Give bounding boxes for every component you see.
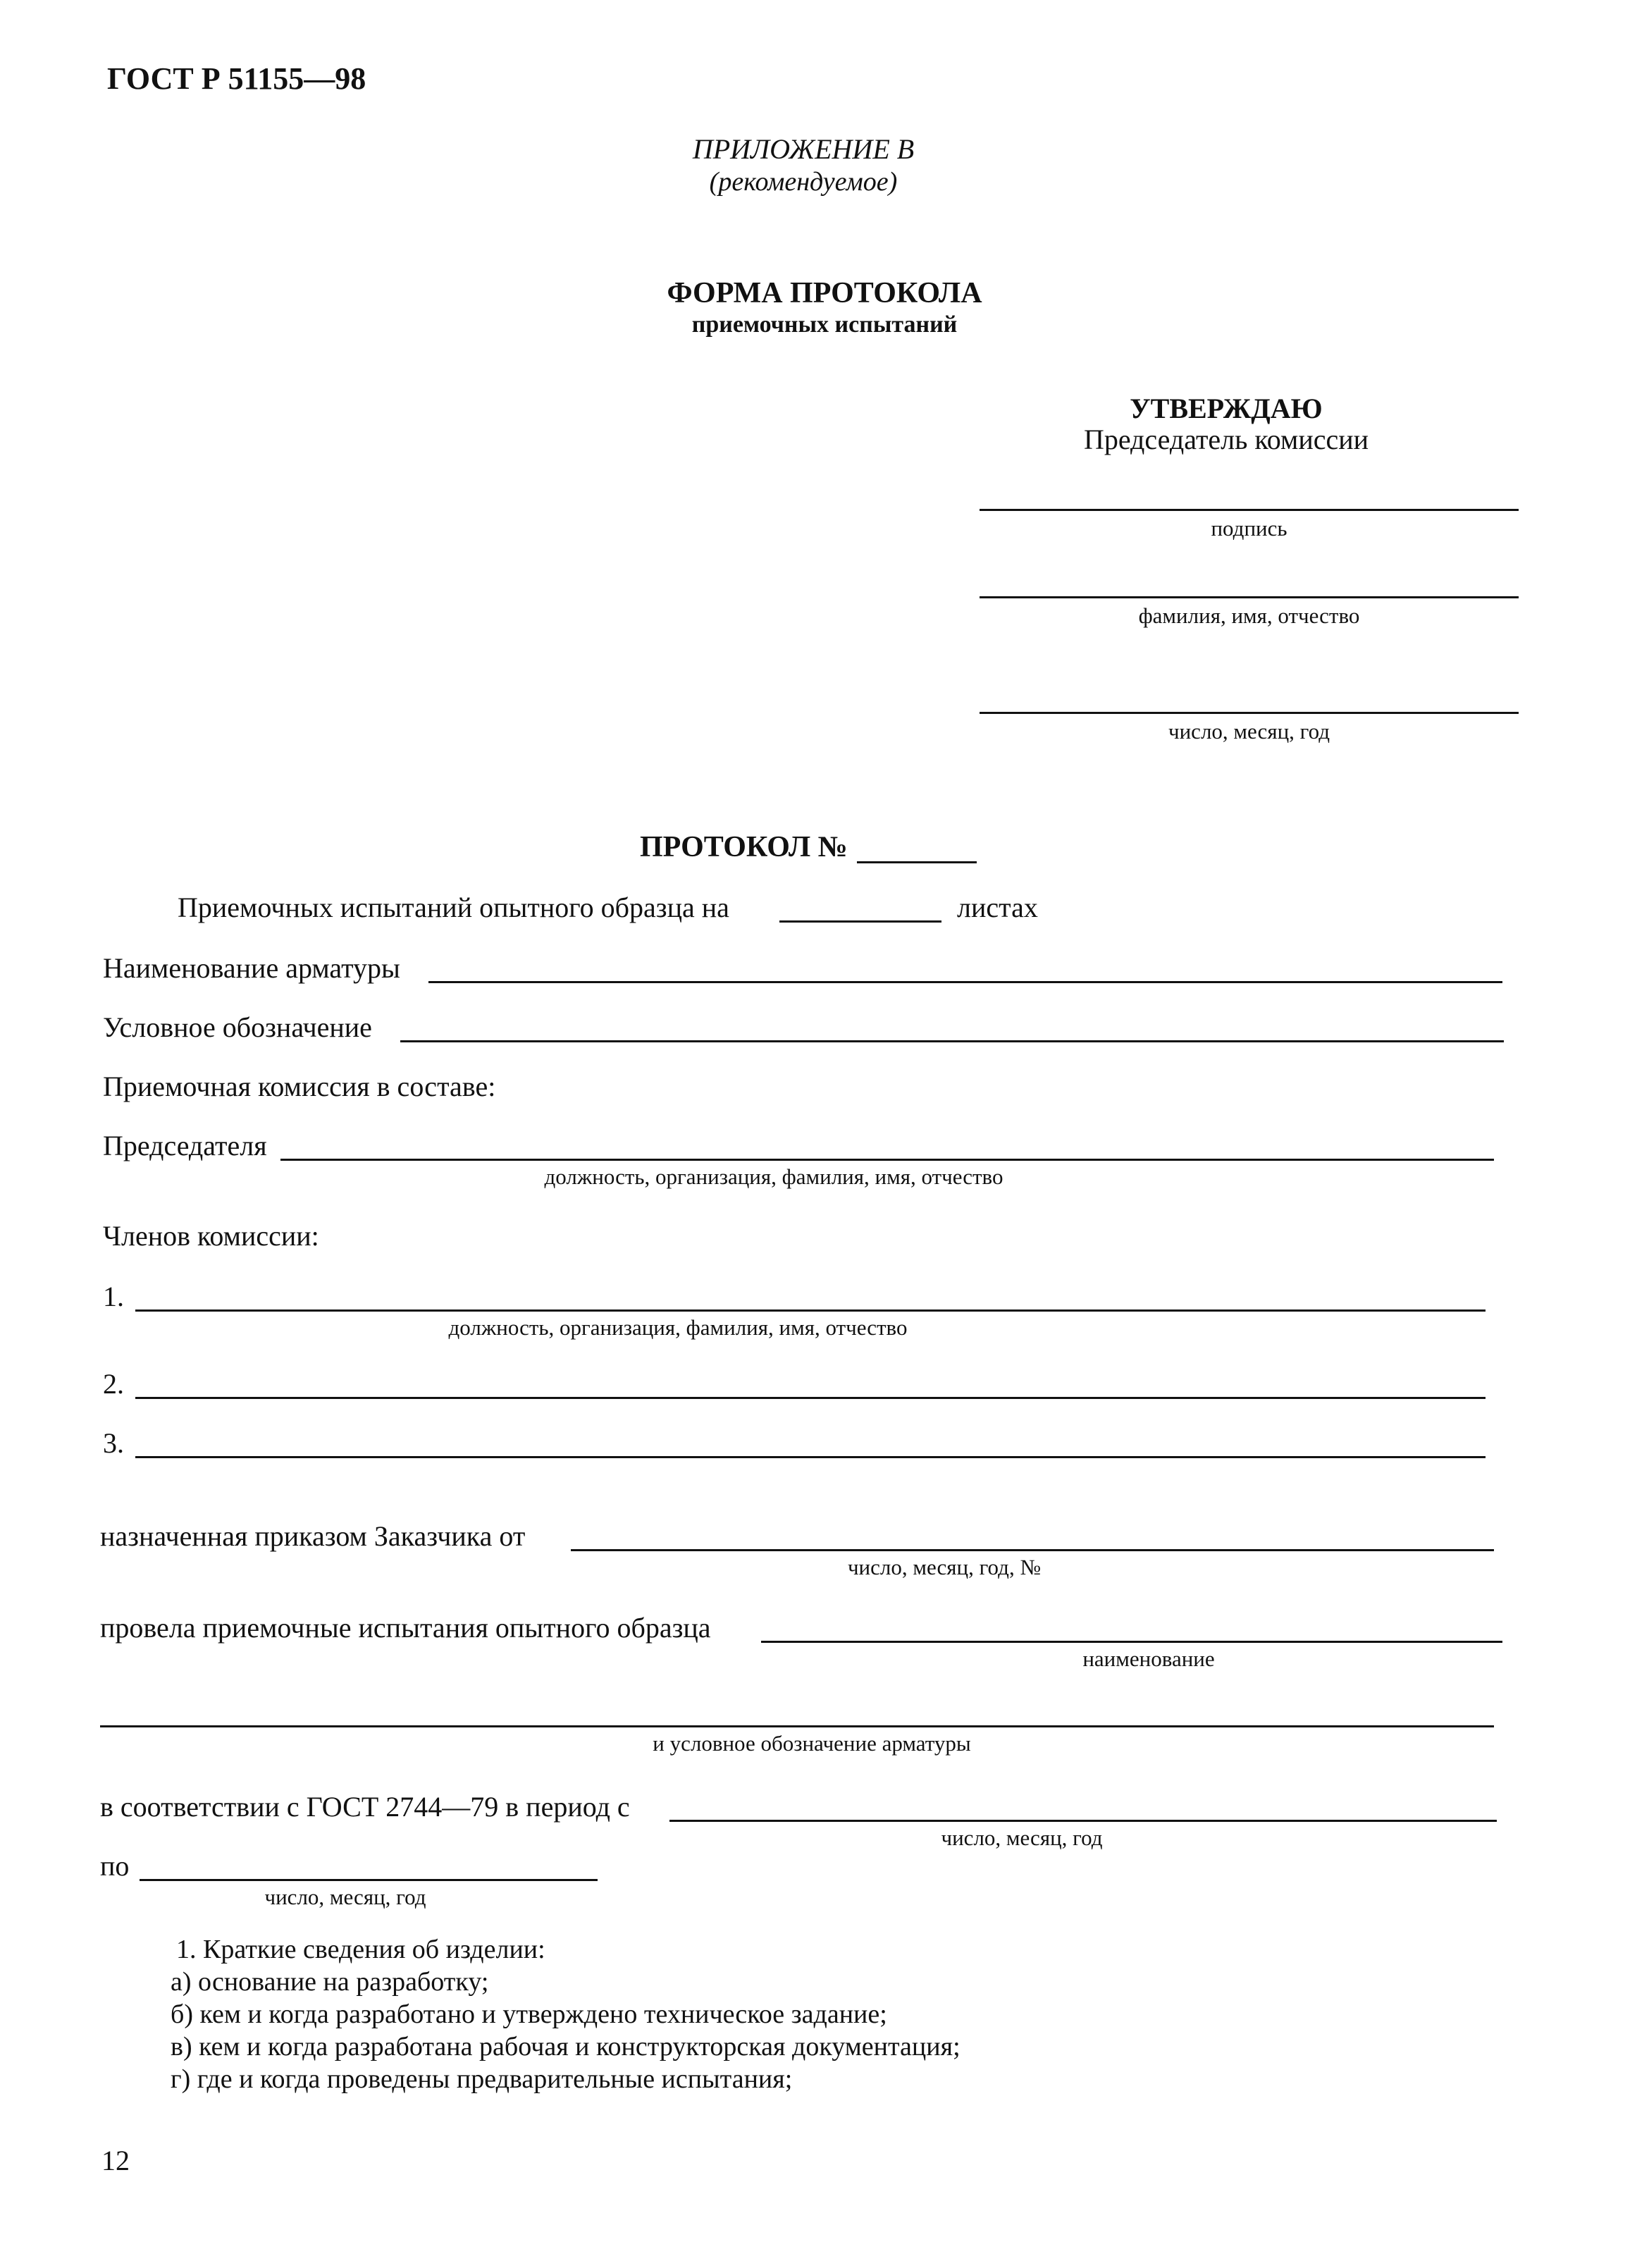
chairman-line[interactable] (280, 1159, 1494, 1161)
info-item: г) где и когда проведены предварительные испытания; (171, 2064, 793, 2094)
designation-label: Условное обозначение (103, 1011, 372, 1043)
order-label: назначенная приказом Заказчика от (100, 1520, 526, 1552)
designation-continuation-caption: и условное обозначение арматуры (653, 1731, 971, 1756)
conducted-line[interactable] (761, 1641, 1502, 1643)
order-caption: число, месяц, год, № (847, 1555, 1042, 1579)
info-item: в) кем и когда разработана рабочая и конструкторская документация; (171, 2032, 961, 2061)
period-to-line[interactable] (140, 1879, 598, 1881)
chairman-label: Председателя (103, 1130, 267, 1161)
commission-label: Приемочная комиссия в составе: (103, 1071, 496, 1102)
info-item: б) кем и когда разработано и утверждено техническое задание; (171, 1999, 887, 2029)
member-3-line[interactable] (135, 1456, 1486, 1458)
designation-line[interactable] (400, 1040, 1504, 1042)
sheets-count-line[interactable] (779, 920, 941, 923)
period-label: в соответствии с ГОСТ 2744—79 в период с (100, 1791, 630, 1823)
approver-name-caption: фамилия, имя, отчество (1138, 603, 1360, 628)
approval-role: Председатель комиссии (1083, 424, 1369, 455)
fittings-name-line[interactable] (428, 981, 1502, 983)
sheets-suffix: листах (957, 892, 1038, 923)
order-line[interactable] (571, 1549, 1494, 1551)
approval-date-line[interactable] (980, 712, 1519, 714)
period-from-caption: число, месяц, год (941, 1825, 1103, 1850)
conducted-label: провела приемочные испытания опытного образца (100, 1612, 711, 1644)
form-subtitle: приемочных испытаний (691, 312, 958, 338)
approval-date-caption: число, месяц, год (1168, 719, 1330, 744)
form-title: ФОРМА ПРОТОКОЛА (667, 277, 982, 309)
signature-line[interactable] (980, 509, 1519, 511)
page-number: 12 (101, 2145, 130, 2176)
member-1-number: 1. (103, 1281, 124, 1312)
period-to-label: по (100, 1850, 130, 1882)
designation-continuation-line[interactable] (100, 1725, 1494, 1727)
member-3-number: 3. (103, 1427, 124, 1459)
info-item: а) основание на разработку; (171, 1967, 489, 1997)
period-from-line[interactable] (669, 1820, 1497, 1822)
chairman-caption: должность, организация, фамилия, имя, отчество (544, 1164, 1003, 1189)
fittings-name-label: Наименование арматуры (103, 952, 400, 984)
appendix-title: ПРИЛОЖЕНИЕ В (692, 133, 915, 165)
standard-header: ГОСТ Р 51155—98 (107, 61, 366, 96)
period-to-caption: число, месяц, год (264, 1885, 426, 1909)
sheets-text: Приемочных испытаний опытного образца на (178, 892, 729, 923)
approver-name-line[interactable] (980, 596, 1519, 598)
member-2-number: 2. (103, 1368, 124, 1400)
appendix-subtitle: (рекомендуемое) (709, 167, 898, 197)
protocol-number-line[interactable] (857, 861, 977, 863)
conducted-caption: наименование (1082, 1646, 1215, 1671)
member-1-caption: должность, организация, фамилия, имя, отчество (448, 1315, 908, 1340)
members-label: Членов комиссии: (103, 1220, 319, 1252)
protocol-title: ПРОТОКОЛ № (640, 831, 848, 863)
approval-title: УТВЕРЖДАЮ (1130, 393, 1323, 424)
signature-caption: подпись (1211, 516, 1287, 541)
member-2-line[interactable] (135, 1397, 1486, 1399)
info-heading: 1. Краткие сведения об изделии: (176, 1935, 545, 1964)
member-1-line[interactable] (135, 1309, 1486, 1312)
